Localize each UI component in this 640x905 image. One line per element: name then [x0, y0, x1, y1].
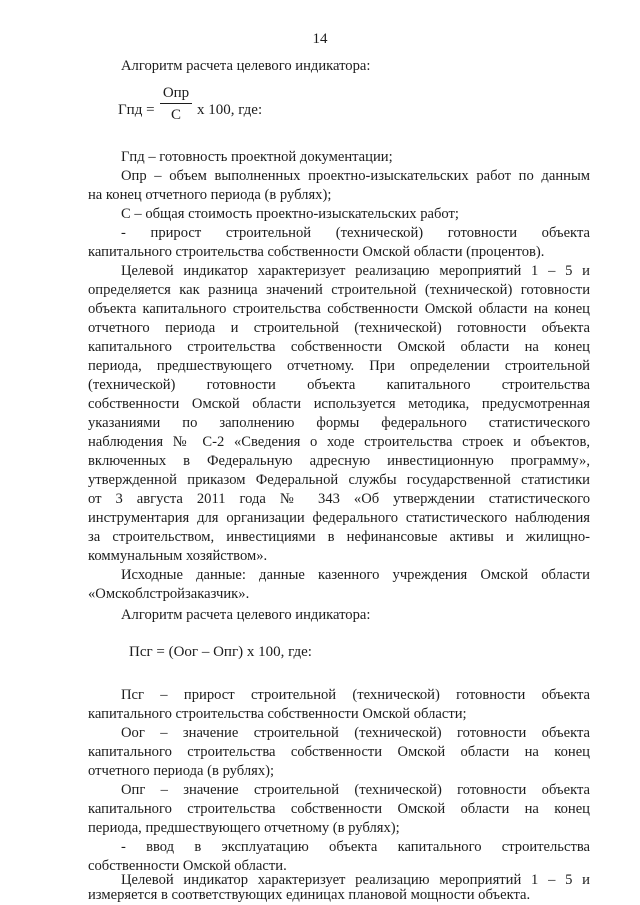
definition-opg-line-3: периода, предшествующего отчетному (в рублях);: [88, 820, 400, 836]
definition-c: С – общая стоимость проектно-изыскательских работ;: [121, 206, 459, 222]
paragraph-line: указаниями по заполнению формы федерального статистического: [88, 415, 590, 431]
formula-gpd-rhs: х 100, где:: [197, 102, 263, 118]
page-number: 14: [312, 31, 328, 47]
formula-gpd-denominator: С: [170, 107, 181, 123]
definition-vvod-line-1: - ввод в эксплуатацию объекта капитального строительства: [121, 839, 590, 855]
paragraph-line: от 3 августа 2011 года № 343 «Об утверждении статистического: [88, 491, 590, 507]
paragraph-line: собственности Омской области используется методика, предусмотренная: [88, 396, 590, 412]
algorithm-heading-2: Алгоритм расчета целевого индикатора:: [121, 607, 371, 623]
definition-vvod-line-2: собственности Омской области.: [88, 858, 287, 874]
formula-gpd-lhs: Гпд =: [118, 102, 155, 118]
paragraph-line: за строительством, инвестициями в нефинансовые активы и жилищно-: [88, 529, 590, 545]
paragraph-line: (технической) готовности объекта капитального строительства: [88, 377, 590, 393]
paragraph-line: наблюдения № С-2 «Сведения о ходе строительства строек и объектов,: [88, 434, 590, 450]
definition-prirost-line-1: - прирост строительной (технической) готовности объекта: [121, 225, 590, 241]
source-data-line-2: «Омскоблстройзаказчик».: [88, 586, 250, 602]
paragraph-line: включенных в Федеральную адресную инвестиционную программу»,: [88, 453, 590, 469]
paragraph-line: отчетного периода и строительной (технической) готовности объекта: [88, 320, 590, 336]
paragraph-line: утвержденной приказом Федеральной службы государственной статистики: [88, 472, 590, 488]
definition-psg-line-2: капитального строительства собственности Омской области;: [88, 706, 467, 722]
paragraph-line: капитального строительства собственности Омской области на конец: [88, 339, 590, 355]
formula-gpd-fraction: [160, 84, 192, 124]
definition-prirost-line-2: капитального строительства собственности Омской области (процентов).: [88, 244, 545, 260]
paragraph-line: объекта капитального строительства собственности Омской области на конец: [88, 301, 590, 317]
formula-psg: Псг = (Оог – Опг) х 100, где:: [129, 644, 312, 660]
final-paragraph-line-1: Целевой индикатор характеризует реализацию мероприятий 1 – 5 и: [121, 872, 590, 888]
final-paragraph-line-2: измеряется в соответствующих единицах плановой мощности объекта.: [88, 887, 531, 903]
definition-opg-line-2: капитального строительства собственности Омской области на конец: [88, 801, 590, 817]
paragraph-line: инструментария для организации федерального статистического наблюдения: [88, 510, 590, 526]
paragraph-line: коммунальным хозяйством».: [88, 548, 268, 564]
definition-oog-line-1: Оог – значение строительной (технической) готовности объекта: [121, 725, 590, 741]
paragraph-line: определяется как разница значений строительной (технической) готовности: [88, 282, 590, 298]
fraction-bar: [160, 103, 192, 104]
definition-oog-line-3: отчетного периода (в рублях);: [88, 763, 275, 779]
algorithm-heading-1: Алгоритм расчета целевого индикатора:: [121, 58, 371, 74]
definition-opg-line-1: Опг – значение строительной (технической) готовности объекта: [121, 782, 590, 798]
source-data-line-1: Исходные данные: данные казенного учреждения Омской области: [121, 567, 590, 583]
definition-opr-line-1: Опр – объем выполненных проектно-изыскательских работ по данным: [121, 168, 590, 184]
definition-oog-line-2: капитального строительства собственности Омской области на конец: [88, 744, 590, 760]
paragraph-line: периода, предшествующего отчетному. При определении строительной: [88, 358, 590, 374]
definition-psg-line-1: Псг – прирост строительной (технической) готовности объекта: [121, 687, 590, 703]
definition-opr-line-2: на конец отчетного периода (в рублях);: [88, 187, 332, 203]
paragraph-line: Целевой индикатор характеризует реализацию мероприятий 1 – 5 и: [121, 263, 590, 279]
definition-gpd: Гпд – готовность проектной документации;: [121, 149, 393, 165]
formula-gpd-numerator: Опр: [162, 85, 190, 101]
